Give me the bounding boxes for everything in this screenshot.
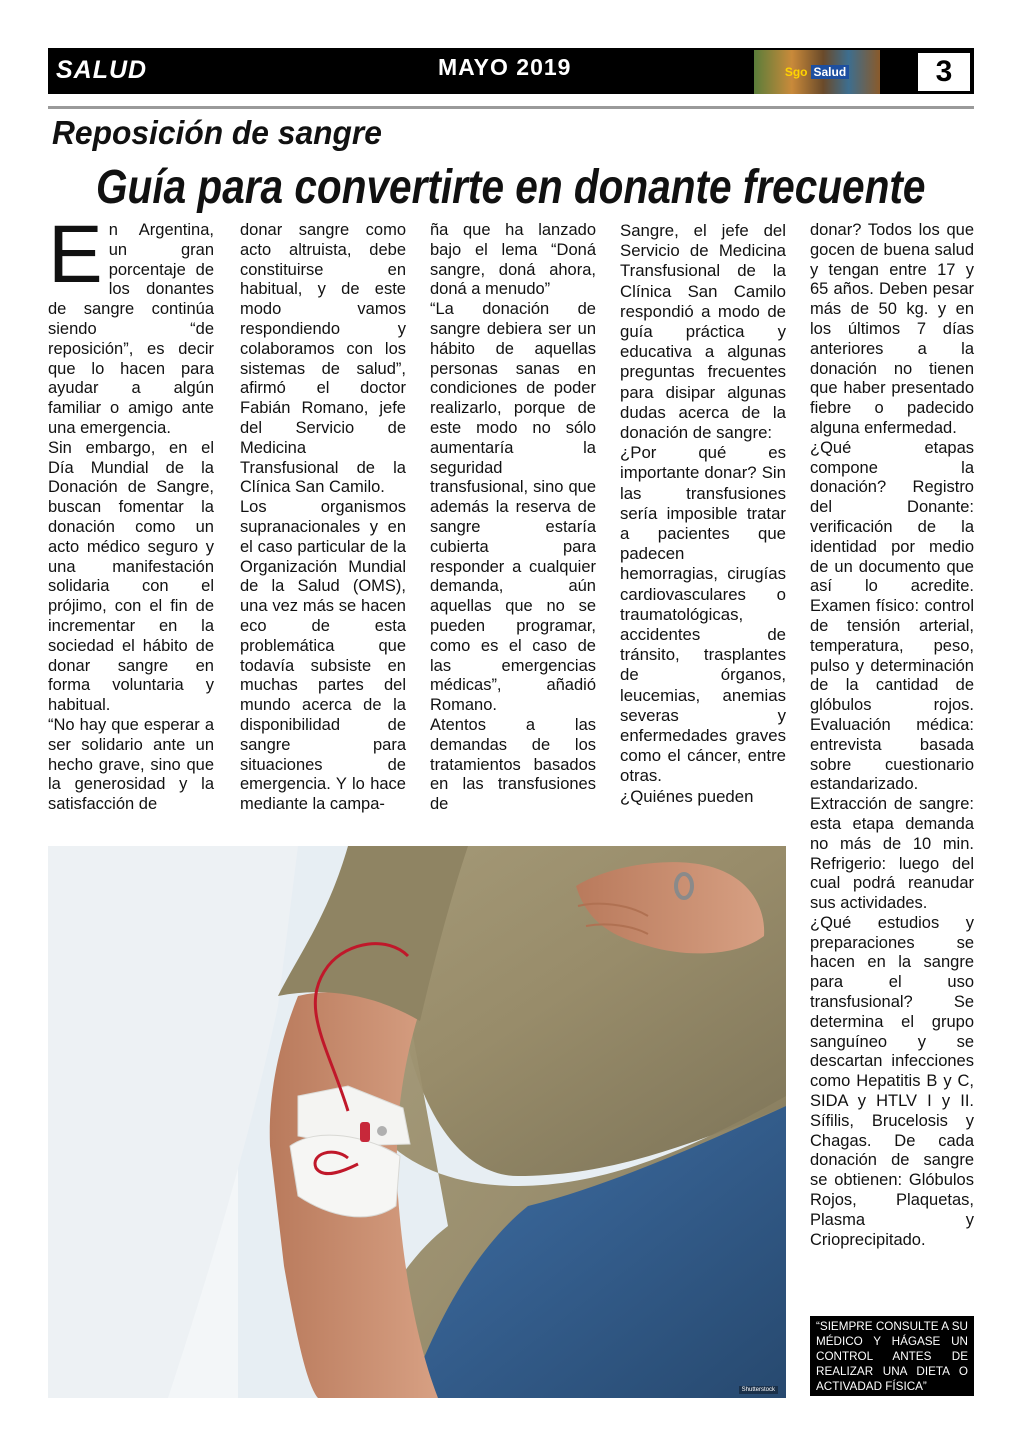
blood-donation-photo: [48, 846, 786, 1398]
pull-quote-box: “SIEMPRE CONSULTE A SU MÉDICO Y HÁGASE UN CONTROL ANTES DE REALIZAR UNA DIETA O ACTIVADAD FÍSICA”: [810, 1316, 974, 1396]
paragraph: donar? Todos los que gocen de buena salud y tengan entre 17 y 65 años. Deben pesar más de 50 kg. y en los últimos 7 días anteriores a la donación no tienen que haber presentado fiebre o padecido alguna enfermedad.: [810, 221, 974, 437]
paragraph: ¿Qué etapas compone la donación? Registro del Donante: verificación de la identidad por medio de un documento que así lo acredite. Examen físico: control de tensión arterial, temperatura, peso, pulso y determinación de la cantidad de glóbulos rojos. Evaluación médica: entrevista basada sobre cuestionario estandarizado. Extracción de sangre: esta etapa demanda no más de 10 min. Refrigerio: luego del cual podrá reanudar sus actividades.: [810, 438, 974, 913]
paragraph: donar sangre como acto altruista, debe constituirse en habitual, y de este modo vamos respondiendo y colaboramos con los sistemas de salud”, afirmó el doctor Fabián Romano, jefe del Servicio de Medicina Transfusional de la Clínica San Camilo.: [240, 221, 406, 497]
article-headline: Guía para convertirte en donante frecuente: [96, 161, 926, 214]
paragraph: ña que ha lanzado bajo el lema “Doná sangre, doná ahora, doná a menudo”: [430, 221, 596, 299]
paragraph: Los organismos supranacionales y en el caso particular de la Organización Mundial de la Salud (OMS), una vez más se hacen eco de esta problemática que todavía subsiste en muchas partes del mundo acerca de la disponibilidad de sangre para situaciones de emergencia. Y lo hace mediante la campa-: [240, 498, 406, 814]
logo-text-right: Salud: [811, 65, 850, 79]
paragraph: ¿Qué estudios y preparaciones se hacen en la sangre para el uso transfusional? Se determina el grupo sanguíneo y se descartan infecciones como Hepatitis B y C, SIDA y HTLV I y II. Sífilis, Brucelosis y Chagas. De cada donación de sangre se obtienen: Glóbulos Rojos, Plaquetas, Plasma y Crioprecipitado.: [810, 913, 974, 1249]
header-divider: [48, 106, 974, 109]
issue-date: MAYO 2019: [438, 54, 572, 80]
page-number: 3: [918, 53, 970, 91]
paragraph: “La donación de sangre debiera ser un hábito de aquellas personas sanas en condiciones de poder realizarlo, porque de este modo no sólo aumentaría la seguridad transfusional, sino que además la reserva de sangre estaría cubierta para responder a cualquier demanda, aún aquellas que no se pueden programar, como es el caso de las emergencias médicas”, añadió Romano.: [430, 300, 596, 715]
drop-cap: E: [48, 209, 103, 300]
article-column-5: [810, 221, 974, 1250]
photo-credit: Shutterstock: [739, 1386, 778, 1394]
header-bar: [48, 48, 974, 94]
paragraph: ¿Quiénes pueden: [620, 786, 754, 806]
photo-illustration: [48, 846, 786, 1398]
paragraph: ¿Por qué es importante donar? Sin las transfusiones sería imposible tratar a pacientes que padecen hemorragias, cirugías cardiovasculares o traumatológicas, accidentes de tránsito, trasplantes de órganos, leucemias, anemias severas y enfermedades graves como el cáncer, entre otras.: [620, 443, 786, 786]
paragraph: n Argentina, un gran porcentaje de los donantes de sangre continúa siendo “de reposición”, es decir que lo hacen para ayudar a algún familiar o amigo ante una emergencia.: [48, 221, 214, 437]
article-column-3: [430, 221, 596, 815]
paragraph: “No hay que esperar a ser solidario ante un hecho grave, sino que la generosidad y la satisfacción de: [48, 715, 214, 814]
article-column-1: [48, 209, 214, 815]
paragraph: Sangre, el jefe del Servicio de Medicina Transfusional de la Clínica San Camilo respondió a modo de guía práctica y educativa a algunas preguntas frecuentes para disipar algunas dudas acerca de la donación de sangre:: [620, 221, 786, 443]
paragraph: Atentos a las demandas de los tratamientos basados en las transfusiones de: [430, 715, 596, 814]
article-kicker: Reposición de sangre: [52, 114, 382, 151]
article-column-4: [620, 221, 786, 807]
article-column-2: [240, 221, 406, 815]
publication-logo: [754, 50, 880, 94]
paragraph: Sin embargo, en el Día Mundial de la Donación de Sangre, buscan fomentar la donación como un acto médico seguro y una manifestación solidaria con el prójimo, con el fin de incrementar en la sociedad el hábito de donar sangre en forma voluntaria y habitual.: [48, 438, 214, 715]
section-label: SALUD: [56, 56, 148, 84]
logo-text-left: Sgo: [784, 65, 808, 79]
